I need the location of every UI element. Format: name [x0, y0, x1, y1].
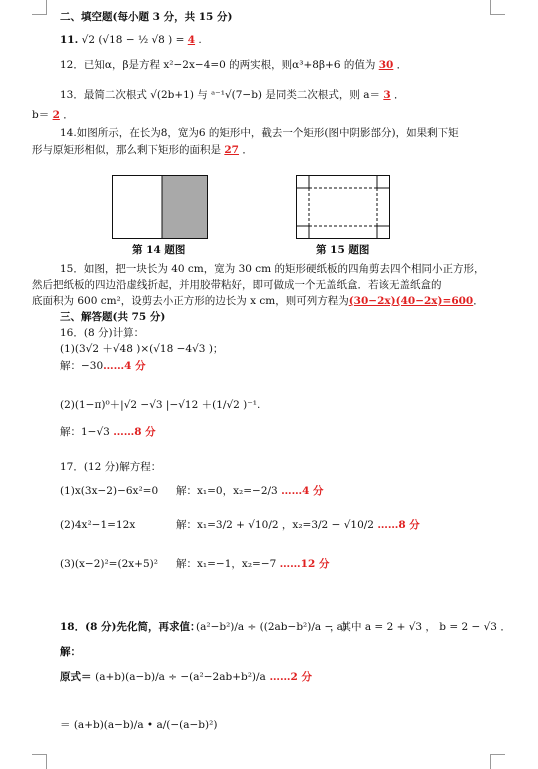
question-13-b: b＝ 2 ． — [32, 109, 74, 121]
question-17-part2: (2)4x²−1=12x — [60, 519, 136, 531]
q13-answer-b: 2 — [52, 109, 60, 121]
question-15-line3: 底面积为 600 cm²，设剪去小正方形的边长为 x cm，则可列方程为(30−2x)(40−2x)=600． — [32, 295, 484, 307]
question-18-step2: ＝ (a+b)(a−b)/a • a/(−(a−b)²) — [60, 719, 218, 731]
question-18-solution-label: 解： — [60, 646, 81, 658]
q18-step1-score: ……2 分 — [269, 671, 312, 683]
q17-part3-score: ……12 分 — [279, 558, 330, 570]
question-17-part3-solution: 解：x₁=−1，x₂=−7 ……12 分 — [176, 558, 330, 570]
crop-mark-bottom-right — [490, 754, 505, 769]
question-14-line1: 14.如图所示，在长为8，宽为6 的矩形中，截去一个矩形(图中阴影部分)，如果剩下矩 — [60, 127, 459, 139]
question-13: 13．最简二次根式 √(2b+1) 与 ᵃ⁻¹√(7−b) 是同类二次根式，则 a＝ 3 ． — [60, 89, 405, 101]
figure-14-rectangle — [112, 175, 208, 239]
question-17-header: 17．(12 分)解方程： — [60, 461, 162, 473]
section-2-title: 二、填空题(每小题 3 分，共 15 分) — [60, 11, 233, 23]
question-18-condition: ，其中 a = 2 + √3 ， b = 2 − √3 ． — [330, 621, 511, 633]
question-16-part2-solution: 解：1−√3 ……8 分 — [60, 426, 156, 438]
q17-part2-score: ……8 分 — [377, 519, 420, 531]
q11-expression: √2 (√18 − ½ √8 ) = — [81, 34, 185, 46]
crop-mark-top-left — [32, 0, 47, 15]
question-17-part1-solution: 解：x₁=0，x₂=−2/3 ……4 分 — [176, 485, 324, 497]
question-18-header: 18．(8 分)先化简，再求值： — [60, 621, 201, 633]
question-18-step1: 原式＝ (a+b)(a−b)/a ÷ −(a²−2ab+b²)/a ……2 分 — [60, 671, 312, 683]
question-15-line2: 然后把纸板的四边沿虚线折起，并用胶带粘好，即可做成一个无盖纸盒．若该无盖纸盒的 — [32, 279, 442, 291]
q16-part2-score: ……8 分 — [113, 426, 156, 438]
question-17-part2-solution: 解：x₁=3/2 + √10/2 ，x₂=3/2 − √10/2 ……8 分 — [176, 519, 420, 531]
question-18-expression: (a²−b²)/a ÷ ((2ab−b²)/a − a) — [196, 621, 347, 633]
question-16-part2: (2)(1−π)⁰＋|√2 −√3 |−√12 ＋(1/√2 )⁻¹. — [60, 399, 261, 411]
section-3-title: 三、解答题(共 75 分) — [60, 311, 166, 323]
question-11: 11. √2 (√18 − ½ √8 ) = 4 . — [60, 34, 202, 46]
figure-15-caption: 第 15 题图 — [316, 244, 370, 256]
figure-15-cardboard — [296, 175, 390, 239]
question-12: 12．已知α，β是方程 x²−2x−4=0 的两实根，则α³+8β+6 的值为 30 ． — [60, 59, 408, 71]
figure-14-caption: 第 14 题图 — [132, 244, 186, 256]
question-15-line1: 15．如图，把一块长为 40 cm，宽为 30 cm 的矩形硬纸板的四角剪去四个相同小正方形， — [60, 263, 485, 275]
q14-answer: 27 — [224, 144, 239, 156]
q16-part1-score: ……4 分 — [103, 360, 146, 372]
question-17-part3: (3)(x−2)²=(2x+5)² — [60, 558, 158, 570]
q15-answer: (30−2x)(40−2x)=600 — [348, 295, 474, 307]
crop-mark-bottom-left — [32, 754, 47, 769]
q13-answer-a: 3 — [383, 89, 391, 101]
crop-mark-top-right — [490, 0, 505, 15]
question-16-header: 16．(8 分)计算： — [60, 327, 145, 339]
q12-answer: 30 — [378, 59, 394, 71]
question-16-part1-solution: 解：−30……4 分 — [60, 360, 146, 372]
question-16-part1: (1)(3√2 ＋√48 )×(√18 −4√3 )； — [60, 343, 224, 355]
q17-part1-score: ……4 分 — [281, 485, 324, 497]
figure-14-shaded-rect — [162, 176, 208, 239]
question-14-line2: 形与原矩形相似，那么剩下矩形的面积是 27 ． — [32, 144, 253, 156]
question-17-part1: (1)x(3x−2)−6x²=0 — [60, 485, 159, 497]
q11-answer: 4 — [187, 34, 196, 46]
